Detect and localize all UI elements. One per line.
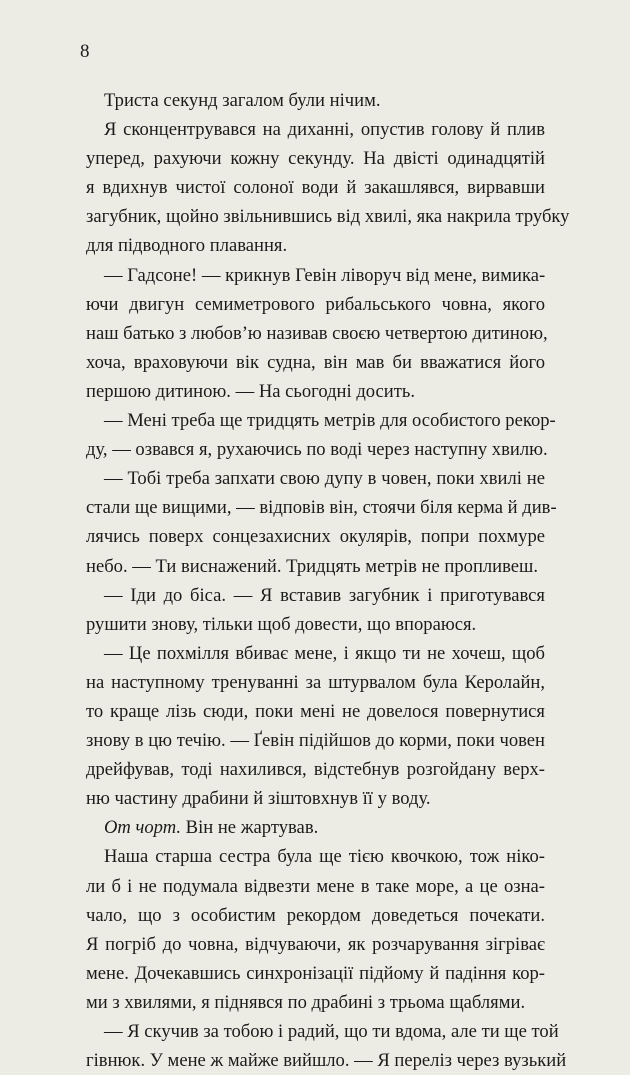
line-text: — Мені треба ще тридцять метрів для особистого рекор-: [104, 410, 556, 432]
line-text: Триста секунд загалом були нічим.: [104, 90, 381, 111]
italic-text: От чорт.: [104, 817, 182, 839]
line-text: загубник, щойно звільнившись від хвилі, яка накрила трубку: [86, 206, 570, 228]
text-line: [86, 115, 545, 144]
text-line: [86, 319, 548, 348]
line-text: лячись поверх сонцезахисних окулярів, попри похмуре: [86, 526, 545, 548]
text-line: [86, 261, 545, 290]
line-text: — Я скучив за тобою і радий, що ти вдома, але ти ще той: [104, 1021, 559, 1042]
text-line: [86, 726, 545, 755]
text-line: [86, 231, 545, 260]
line-text: гівнюк. У мене ж майже вийшло. — Я переліз через вузький: [86, 1050, 567, 1072]
text-line: [86, 377, 545, 406]
line-text: ючи двигун семиметрового рибальського човна, якого: [86, 293, 545, 315]
line-text: на наступному тренуванні за штурвалом була Керолайн,: [86, 671, 545, 693]
line-text: чало, що з особистим рекордом доведеться почекати.: [86, 904, 545, 926]
text-line: [86, 668, 545, 697]
text-line: [86, 842, 545, 871]
line-text: ню частину драбини й зіштовхнув її у воду.: [86, 788, 431, 810]
text-line: [86, 988, 545, 1017]
line-text: — Іди до біса. — Я вставив загубник і приготувався: [104, 584, 545, 606]
line-text: — Це похмілля вбиває мене, і якщо ти не хочеш, щоб: [104, 642, 545, 664]
text-line: [86, 813, 545, 842]
text-line: [86, 202, 570, 231]
line-text: першою дитиною. — На сьогодні досить.: [86, 380, 416, 402]
text-line: [86, 493, 557, 522]
line-text: ду, — озвався я, рухаючись по воді через наступну хвилю.: [86, 439, 548, 461]
line-text: — Гадсоне! — крикнув Гевін ліворуч від мене, вимика-: [104, 264, 546, 286]
text-line: [86, 86, 545, 115]
line-text: Він не жартував.: [181, 817, 319, 839]
body-text: [86, 86, 570, 1075]
line-text: я вдихнув чистої солоної води й закашлявся, вирвавши: [86, 177, 545, 199]
line-text: дрейфував, тоді нахилився, відстебнув розгойдану верх-: [86, 759, 545, 781]
text-line: [86, 1017, 559, 1046]
line-text: уперед, рахуючи кожну секунду. На двісті одинадцятій: [86, 148, 545, 170]
text-line: [86, 552, 545, 581]
text-line: [86, 464, 545, 493]
text-line: [86, 348, 545, 377]
line-text: хоча, враховуючи вік судна, він мав би вважатися його: [86, 351, 545, 373]
text-line: [86, 144, 545, 173]
line-text: мене. Дочекавшись синхронізації підйому й падіння кор-: [86, 962, 545, 984]
line-text: ми з хвилями, я піднявся по драбині з трьома щаблями.: [86, 991, 526, 1013]
line-text: стали ще вищими, — відповів він, стоячи біля керма й див-: [86, 497, 557, 519]
text-line: [86, 639, 545, 668]
line-text: для підводного плавання.: [86, 235, 288, 257]
text-line: [86, 901, 545, 930]
line-text: Я сконцентрувався на диханні, опустив голову й плив: [104, 119, 545, 141]
text-line: [86, 872, 545, 901]
text-line: [86, 610, 545, 639]
text-line: [86, 290, 545, 319]
text-line: [86, 930, 545, 959]
line-text: рушити знову, тільки щоб довести, що впораюся.: [86, 613, 477, 635]
line-text: небо. — Ти виснажений. Тридцять метрів не пропливеш.: [86, 555, 539, 577]
line-text: то краще лізь сюди, поки мені не довелося повернутися: [86, 700, 545, 722]
text-line: [86, 581, 545, 610]
text-line: [86, 784, 545, 813]
text-line: [86, 173, 545, 202]
text-line: [86, 522, 545, 551]
text-line: [86, 406, 556, 435]
text-line: [86, 959, 545, 988]
line-text: Наша старша сестра була ще тією квочкою, тож ніко-: [104, 846, 545, 868]
line-text: наш батько з любов’ю називав своєю четвертою дитиною,: [86, 322, 548, 344]
text-line: [86, 697, 545, 726]
text-line: [86, 1046, 567, 1075]
text-line: [86, 755, 545, 784]
line-text: знову в цю течію. — Ґевін підійшов до корми, поки човен: [86, 730, 545, 752]
page-number: 8: [80, 41, 90, 62]
line-text: — Тобі треба запхати свою дупу в човен, поки хвилі не: [104, 468, 545, 490]
text-line: [86, 435, 548, 464]
line-text: ли б і не подумала відвезти мене в таке море, а це озна-: [86, 875, 545, 897]
line-text: Я погріб до човна, відчуваючи, як розчарування зігріває: [86, 933, 545, 955]
